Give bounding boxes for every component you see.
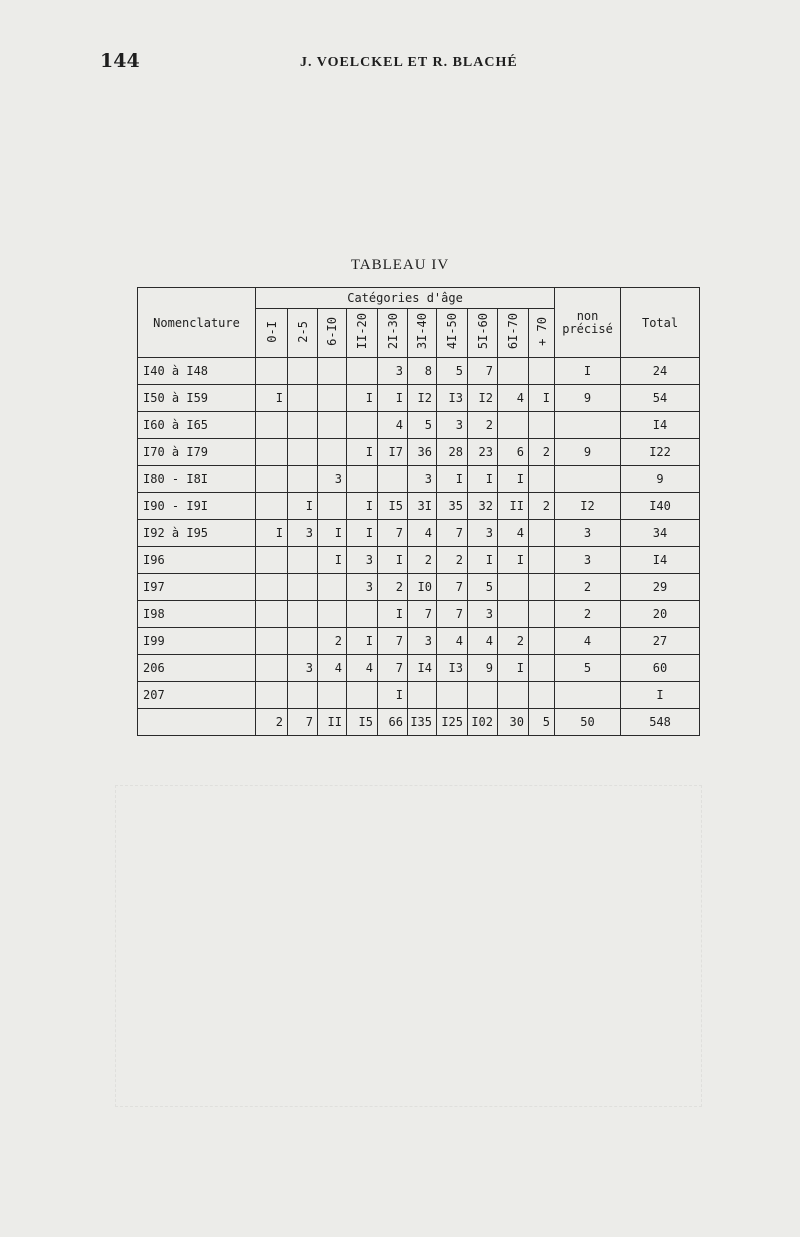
age-cell: I2: [468, 385, 498, 412]
age-cell: [529, 358, 555, 385]
row-label: I70 à I79: [138, 439, 256, 466]
age-cell: I: [529, 385, 555, 412]
age-cell: [318, 358, 347, 385]
header-total: Total: [621, 288, 700, 358]
age-cell: I: [378, 547, 408, 574]
age-cell: [529, 547, 555, 574]
page-header: [0, 50, 800, 80]
age-cell: 3: [468, 601, 498, 628]
age-cell: [437, 682, 468, 709]
table-body: [138, 358, 700, 736]
totals-row: [138, 709, 700, 736]
age-cell: [347, 466, 378, 493]
table-row: [138, 547, 700, 574]
row-label: [138, 709, 256, 736]
age-group-label: 3I-40: [415, 313, 429, 350]
age-cell: [288, 439, 318, 466]
total-cell: I4: [621, 547, 700, 574]
age-cell: 4: [347, 655, 378, 682]
header-age-categories: Catégories d'âge: [256, 288, 555, 309]
age-group-label: II-20: [355, 313, 369, 350]
age-cell: 2: [437, 547, 468, 574]
age-cell: [347, 601, 378, 628]
age-cell: [378, 466, 408, 493]
age-cell: 3: [288, 520, 318, 547]
age-cell: [318, 682, 347, 709]
non-precise-cell: 9: [555, 439, 621, 466]
age-cell: [288, 682, 318, 709]
total-cell: 60: [621, 655, 700, 682]
age-cell: 7: [437, 601, 468, 628]
age-cell: [347, 682, 378, 709]
table-row: [138, 682, 700, 709]
age-cell: 23: [468, 439, 498, 466]
age-cell: 2: [468, 412, 498, 439]
age-cell: [318, 574, 347, 601]
age-cell: I25: [437, 709, 468, 736]
age-cell: 35: [437, 493, 468, 520]
age-cell: [529, 628, 555, 655]
age-cell: 4: [468, 628, 498, 655]
total-cell: 34: [621, 520, 700, 547]
non-precise-cell: [555, 412, 621, 439]
table-row: [138, 655, 700, 682]
age-cell: 7: [378, 628, 408, 655]
age-group-label: 4I-50: [445, 313, 459, 350]
age-cell: 3: [347, 574, 378, 601]
age-cell: II: [498, 493, 529, 520]
age-cell: 2: [529, 439, 555, 466]
row-label: I92 à I95: [138, 520, 256, 547]
age-cell: [256, 601, 288, 628]
non-precise-cell: 2: [555, 601, 621, 628]
non-precise-cell: 3: [555, 547, 621, 574]
age-cell: I5: [347, 709, 378, 736]
row-label: I40 à I48: [138, 358, 256, 385]
row-label: I97: [138, 574, 256, 601]
age-cell: I: [437, 466, 468, 493]
age-cell: I: [498, 547, 529, 574]
age-group-label: 0-I: [264, 320, 279, 343]
age-cell: 4: [378, 412, 408, 439]
age-cell: I: [468, 547, 498, 574]
age-cell: I: [378, 385, 408, 412]
age-cell: 2: [256, 709, 288, 736]
age-cell: I: [288, 493, 318, 520]
header-age-group: [468, 309, 498, 358]
age-cell: [256, 547, 288, 574]
age-cell: [288, 466, 318, 493]
age-group-label: 6I-70: [506, 313, 520, 350]
header-age-group: [288, 309, 318, 358]
age-cell: I: [378, 601, 408, 628]
age-cell: 2: [498, 628, 529, 655]
age-cell: 3: [437, 412, 468, 439]
age-cell: I02: [468, 709, 498, 736]
header-age-group: [529, 309, 555, 358]
age-cell: I7: [378, 439, 408, 466]
header-non-precise-line1: non: [576, 308, 599, 323]
total-cell: I: [621, 682, 700, 709]
header-age-group: [318, 309, 347, 358]
age-cell: 5: [529, 709, 555, 736]
table-title: TABLEAU IV: [350, 257, 450, 273]
table-row: [138, 358, 700, 385]
age-cell: I: [468, 466, 498, 493]
non-precise-cell: 2: [555, 574, 621, 601]
non-precise-cell: 4: [555, 628, 621, 655]
age-cell: 2: [529, 493, 555, 520]
age-cell: 7: [408, 601, 437, 628]
age-cell: [256, 628, 288, 655]
age-cell: [256, 466, 288, 493]
age-group-label: 6-I0: [325, 317, 339, 346]
age-cell: [288, 358, 318, 385]
age-cell: 3: [408, 466, 437, 493]
age-cell: I: [318, 547, 347, 574]
age-cell: I: [378, 682, 408, 709]
bleed-through-ghost: [115, 785, 702, 1107]
age-cell: I: [498, 466, 529, 493]
header-non-precise-line2: précisé: [562, 321, 613, 336]
age-cell: [288, 547, 318, 574]
age-cell: 9: [468, 655, 498, 682]
age-cell: 7: [468, 358, 498, 385]
age-cell: [288, 601, 318, 628]
age-cell: [529, 601, 555, 628]
non-precise-cell: 50: [555, 709, 621, 736]
age-cell: 3: [318, 466, 347, 493]
table-row: [138, 439, 700, 466]
age-cell: [498, 682, 529, 709]
age-cell: I2: [408, 385, 437, 412]
age-cell: [529, 574, 555, 601]
age-cell: [498, 358, 529, 385]
age-cell: 4: [437, 628, 468, 655]
total-cell: I40: [621, 493, 700, 520]
age-cell: [256, 439, 288, 466]
age-cell: 3: [347, 547, 378, 574]
age-cell: 7: [378, 520, 408, 547]
table-row: [138, 412, 700, 439]
age-cell: [318, 601, 347, 628]
table-row: [138, 493, 700, 520]
age-cell: I: [347, 439, 378, 466]
age-cell: I: [347, 628, 378, 655]
age-cell: [318, 412, 347, 439]
total-cell: 20: [621, 601, 700, 628]
table-row: [138, 466, 700, 493]
non-precise-cell: [555, 682, 621, 709]
header-age-group: [498, 309, 529, 358]
age-cell: 3: [408, 628, 437, 655]
age-cell: 30: [498, 709, 529, 736]
header-age-group: [256, 309, 288, 358]
age-cell: 7: [437, 520, 468, 547]
age-cell: 7: [378, 655, 408, 682]
total-cell: I22: [621, 439, 700, 466]
age-group-label: 2I-30: [385, 313, 400, 350]
total-cell: 29: [621, 574, 700, 601]
age-cell: I: [256, 520, 288, 547]
age-cell: 4: [498, 520, 529, 547]
age-cell: [318, 385, 347, 412]
table-row: [138, 601, 700, 628]
page-number: 144: [100, 50, 140, 72]
non-precise-cell: 9: [555, 385, 621, 412]
age-group-label: 2-5: [295, 320, 310, 343]
row-label: I90 - I9I: [138, 493, 256, 520]
row-label: 206: [138, 655, 256, 682]
age-cell: [498, 601, 529, 628]
age-cell: [529, 655, 555, 682]
age-cell: I: [498, 655, 529, 682]
age-category-table: [137, 287, 700, 736]
age-cell: 28: [437, 439, 468, 466]
age-cell: 3: [378, 358, 408, 385]
row-label: I96: [138, 547, 256, 574]
age-cell: [288, 412, 318, 439]
age-cell: 3: [468, 520, 498, 547]
age-cell: [256, 358, 288, 385]
age-cell: [318, 493, 347, 520]
age-cell: [529, 412, 555, 439]
age-cell: I3: [437, 385, 468, 412]
header-age-group: [378, 309, 408, 358]
age-cell: [529, 682, 555, 709]
table-row: [138, 628, 700, 655]
row-label: 207: [138, 682, 256, 709]
age-cell: [256, 682, 288, 709]
age-cell: 5: [437, 358, 468, 385]
age-cell: 4: [498, 385, 529, 412]
age-cell: 32: [468, 493, 498, 520]
age-cell: [288, 385, 318, 412]
table-row: [138, 574, 700, 601]
running-head: J. VOELCKEL ET R. BLACHÉ: [300, 55, 518, 70]
header-age-group: [437, 309, 468, 358]
total-cell: I4: [621, 412, 700, 439]
age-cell: I3: [437, 655, 468, 682]
age-cell: 4: [408, 520, 437, 547]
age-cell: 7: [288, 709, 318, 736]
age-cell: 8: [408, 358, 437, 385]
age-cell: 2: [318, 628, 347, 655]
table-row: [138, 520, 700, 547]
age-cell: 5: [408, 412, 437, 439]
non-precise-cell: I: [555, 358, 621, 385]
age-cell: [529, 466, 555, 493]
age-cell: 36: [408, 439, 437, 466]
age-cell: [408, 682, 437, 709]
age-cell: I: [256, 385, 288, 412]
total-cell: 9: [621, 466, 700, 493]
age-cell: [256, 412, 288, 439]
age-cell: I: [318, 520, 347, 547]
non-precise-cell: I2: [555, 493, 621, 520]
age-cell: I: [347, 385, 378, 412]
age-cell: [347, 412, 378, 439]
age-cell: 6: [498, 439, 529, 466]
table-row: [138, 385, 700, 412]
age-cell: I: [347, 520, 378, 547]
age-cell: [288, 574, 318, 601]
age-cell: [347, 358, 378, 385]
age-cell: 5: [468, 574, 498, 601]
row-label: I98: [138, 601, 256, 628]
age-cell: [529, 520, 555, 547]
age-cell: [256, 655, 288, 682]
age-cell: 2: [378, 574, 408, 601]
age-group-label: + 70: [534, 317, 549, 346]
age-cell: 7: [437, 574, 468, 601]
age-cell: [256, 493, 288, 520]
total-cell: 24: [621, 358, 700, 385]
age-cell: [498, 412, 529, 439]
header-age-group: [408, 309, 437, 358]
age-cell: [468, 682, 498, 709]
age-cell: 66: [378, 709, 408, 736]
non-precise-cell: [555, 466, 621, 493]
non-precise-cell: 3: [555, 520, 621, 547]
age-group-label: 5I-60: [475, 313, 490, 350]
age-cell: 3: [288, 655, 318, 682]
row-label: I99: [138, 628, 256, 655]
age-cell: 2: [408, 547, 437, 574]
age-cell: I35: [408, 709, 437, 736]
age-cell: 4: [318, 655, 347, 682]
age-cell: [498, 574, 529, 601]
age-cell: I4: [408, 655, 437, 682]
age-cell: [256, 574, 288, 601]
header-age-group: [347, 309, 378, 358]
age-cell: 3I: [408, 493, 437, 520]
total-cell: 54: [621, 385, 700, 412]
header-nomenclature: Nomenclature: [138, 288, 256, 358]
non-precise-cell: 5: [555, 655, 621, 682]
total-cell: 27: [621, 628, 700, 655]
header-non-precise: [555, 288, 621, 358]
age-cell: I5: [378, 493, 408, 520]
age-cell: [318, 439, 347, 466]
row-label: I60 à I65: [138, 412, 256, 439]
age-cell: II: [318, 709, 347, 736]
age-cell: [288, 628, 318, 655]
total-cell: 548: [621, 709, 700, 736]
age-cell: I: [347, 493, 378, 520]
age-cell: I0: [408, 574, 437, 601]
row-label: I50 à I59: [138, 385, 256, 412]
row-label: I80 - I8I: [138, 466, 256, 493]
